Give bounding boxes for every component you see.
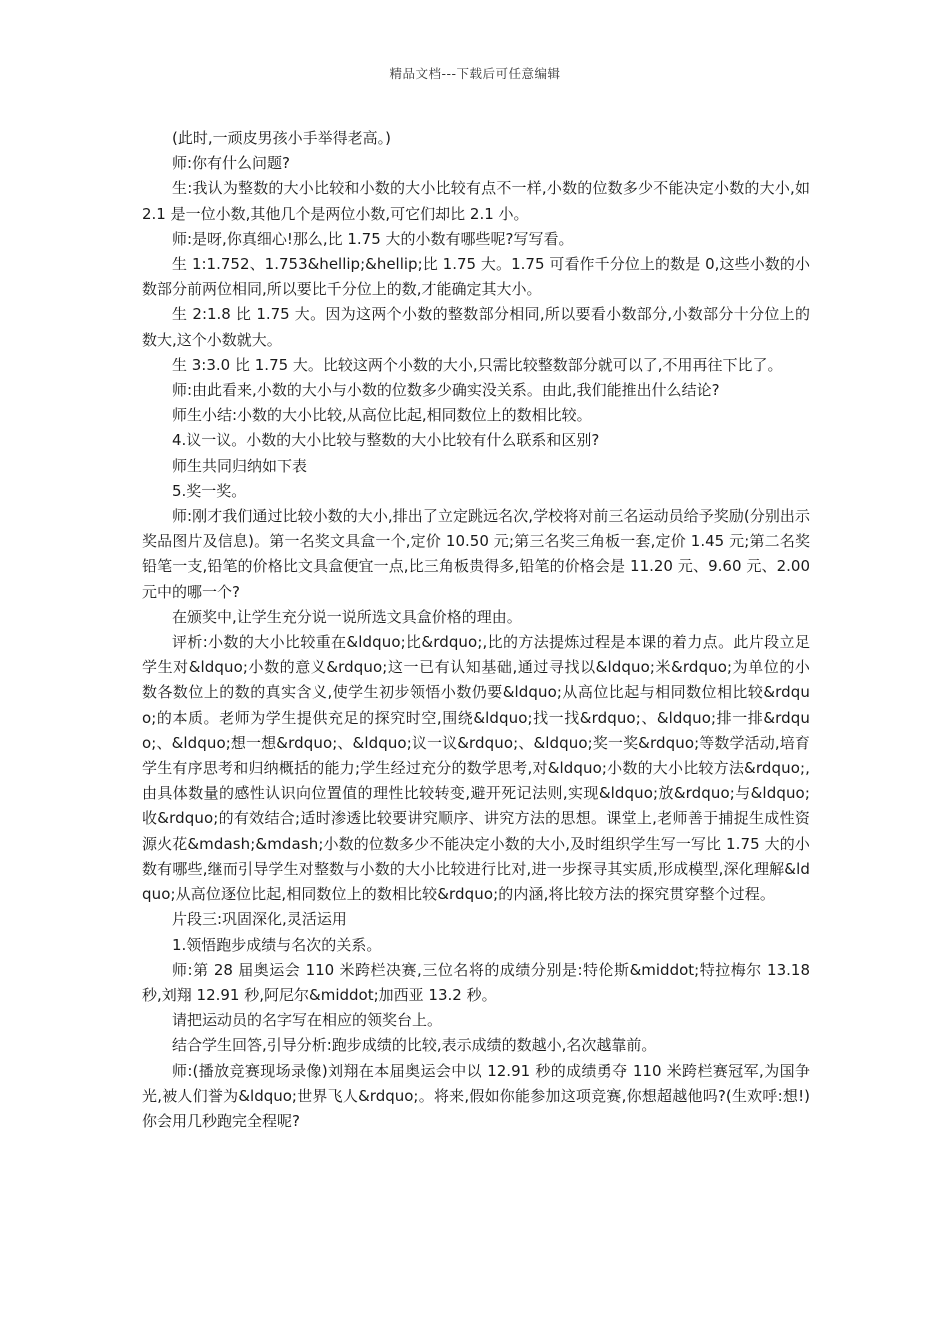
paragraph-1: (此时,一顽皮男孩小手举得老高。): [172, 129, 391, 147]
paragraph-14: 在颁奖中,让学生充分说一说所选文具盒价格的理由。: [172, 607, 522, 626]
paragraph-12: 5.奖一奖。: [172, 481, 247, 500]
paragraph-4: 师:是呀,你真细心!那么,比 1.75 大的小数有哪些呢?写写看。: [172, 229, 574, 248]
paragraph-2: 师:你有什么问题?: [172, 154, 291, 173]
paragraph-7: 生 3:3.0 比 1.75 大。比较这两个小数的大小,只需比较整数部分就可以了,不用再往下比了。: [172, 355, 783, 374]
paragraph-21: 师:(播放竞赛现场录像)刘翔在本届奥运会中以 12.91 秒的成绩勇夺 110 米跨栏赛冠军,为国争光,被人们誉为&ldquo;世界飞人&rdquo;。将来,假如你能参加这项竞赛,你想超越他吗?(生欢呼:想!)你会用几秒跑完全程呢?: [142, 1061, 810, 1130]
document-body: [142, 126, 810, 1134]
paragraph-10: 4.议一议。小数的大小比较与整数的大小比较有什么联系和区别?: [172, 431, 600, 450]
paragraph-19: 请把运动员的名字写在相应的领奖台上。: [172, 1011, 443, 1030]
paragraph-5: 生 1:1.752、1.753&hellip;&hellip;比 1.75 大。1.75 可看作千分位上的数是 0,这些小数的小数部分前两位相同,所以要比千分位上的数,才能确定其大小。: [142, 255, 810, 299]
paragraph-13: 师:刚才我们通过比较小数的大小,排出了立定跳远名次,学校将对前三名运动员给予奖励(分别出示奖品图片及信息)。第一名奖文具盒一个,定价 10.50 元;第三名奖三角板一套,定价 1.45 元;第二名奖铅笔一支,铅笔的价格比文具盒便宜一点,比三角板贵得多,铅笔的价格会是 11.20 元、9.60 元、2.00 元中的哪一个?: [142, 507, 810, 601]
paragraph-20: 结合学生回答,引导分析:跑步成绩的比较,表示成绩的数越小,名次越靠前。: [172, 1036, 657, 1055]
paragraph-15-commentary: 评析:小数的大小比较重在&ldquo;比&rdquo;,比的方法提炼过程是本课的着力点。此片段立足学生对&ldquo;小数的意义&rdquo;这一已有认知基础,通过寻找以&ldquo;米&rdquo;为单位的小数各数位上的数的真实含义,使学生初步领悟小数仍要&ldquo;从高位比起与相同数位相比较&rdquo;的本质。老师为学生提供充足的探究时空,围绕&ldquo;找一找&rdquo;、&ldquo;排一排&rdquo;、&ldquo;想一想&rdquo;、&ldquo;议一议&rdquo;、&ldquo;奖一奖&rdquo;等数学活动,培育学生有序思考和归纳概括的能力;学生经过充分的数学思考,对&ldquo;小数的大小比较方法&rdquo;,由具体数量的感性认识向位置值的理性比较转变,避开死记法则,实现&ldquo;放&rdquo;与&ldquo;收&rdquo;的有效结合;适时渗透比较要讲究顺序、讲究方法的思想。课堂上,老师善于捕捉生成性资源火花&mdash;&mdash;小数的位数多少不能决定小数的大小,及时组织学生写一写比 1.75 大的小数有哪些,继而引导学生对整数与小数的大小比较进行比对,进一步探寻其实质,形成模型,深化理解&ldquo;从高位逐位比起,相同数位上的数相比较&rdquo;的内涵,将比较方法的探究贯穿整个过程。: [142, 633, 810, 904]
paragraph-18: 师:第 28 届奥运会 110 米跨栏决赛,三位名将的成绩分别是:特伦斯&middot;特拉梅尔 13.18 秒,刘翔 12.91 秒,阿尼尔&middot;加西亚 13.2 秒。: [142, 960, 810, 1004]
page-header: 精品文档---下载后可任意编辑: [389, 66, 561, 81]
paragraph-16-section-heading: 片段三:巩固深化,灵活运用: [172, 910, 347, 929]
paragraph-6: 生 2:1.8 比 1.75 大。因为这两个小数的整数部分相同,所以要看小数部分,小数部分十分位上的数大,这个小数就大。: [142, 305, 810, 349]
paragraph-3: 生:我认为整数的大小比较和小数的大小比较有点不一样,小数的位数多少不能决定小数的大小,如 2.1 是一位小数,其他几个是两位小数,可它们却比 2.1 小。: [142, 179, 810, 223]
paragraph-8: 师:由此看来,小数的大小与小数的位数多少确实没关系。由此,我们能推出什么结论?: [172, 381, 720, 400]
paragraph-9: 师生小结:小数的大小比较,从高位比起,相同数位上的数相比较。: [172, 406, 592, 425]
paragraph-17: 1.领悟跑步成绩与名次的关系。: [172, 935, 382, 954]
paragraph-11: 师生共同归纳如下表: [172, 456, 308, 475]
